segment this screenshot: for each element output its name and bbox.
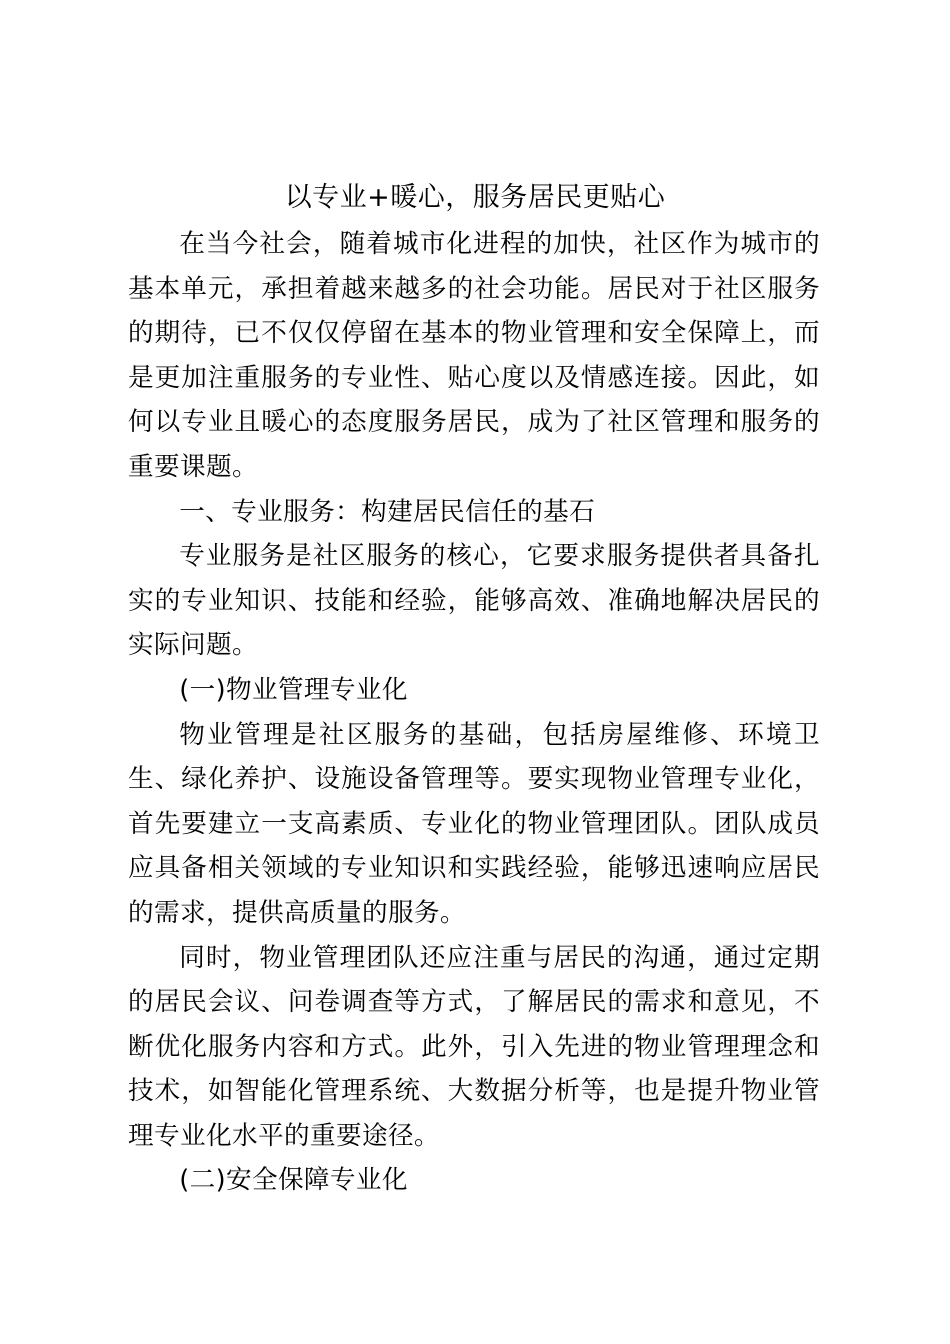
document-body <box>128 222 820 1203</box>
subsection-heading-2: (二)安全保障专业化 <box>179 1165 408 1196</box>
paragraph-property-management: 物业管理是社区服务的基础，包括房屋维修、环境卫生、绿化养护、设施设备管理等。要实现物业管理专业化，首先要建立一支高素质、专业化的物业管理团队。团队成员应具备相关领域的专业知识和实践经验，能够迅速响应居民的需求，提供高质量的服务。 <box>128 719 820 928</box>
paragraph-section-1: 专业服务是社区服务的核心，它要求服务提供者具备扎实的专业知识、技能和经验，能够高效、准确地解决居民的实际问题。 <box>128 541 820 661</box>
paragraph-intro: 在当今社会，随着城市化进程的加快，社区作为城市的基本单元，承担着越来越多的社会功能。居民对于社区服务的期待，已不仅仅停留在基本的物业管理和安全保障上，而是更加注重服务的专业性、贴心度以及情感连接。因此，如何以专业且暖心的态度服务居民，成为了社区管理和服务的重要课题。 <box>128 229 820 482</box>
subsection-heading-1: (一)物业管理专业化 <box>179 674 408 705</box>
section-heading-1: 一、专业服务：构建居民信任的基石 <box>179 496 596 527</box>
document-title: 以专业+暖心，服务居民更贴心 <box>284 182 666 213</box>
paragraph-communication: 同时，物业管理团队还应注重与居民的沟通，通过定期的居民会议、问卷调查等方式，了解居民的需求和意见，不断优化服务内容和方式。此外，引入先进的物业管理理念和技术，如智能化管理系统、大数据分析等，也是提升物业管理专业化水平的重要途径。 <box>128 942 820 1151</box>
